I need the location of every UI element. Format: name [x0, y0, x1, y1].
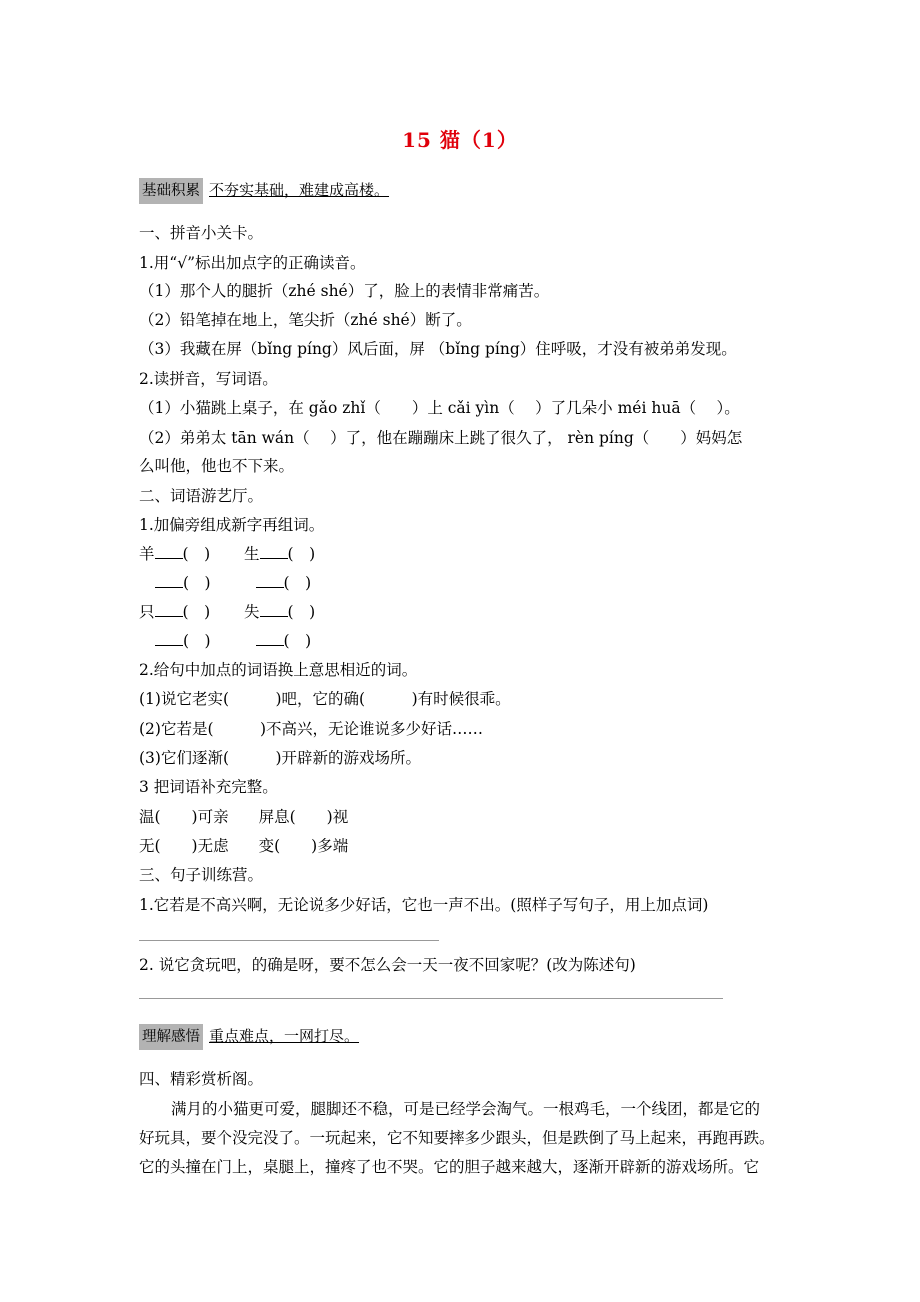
question-item: (1)说它老实( )吧，它的确( )有时候很乖。	[139, 690, 511, 708]
base-char: 失	[244, 603, 260, 621]
idiom-row	[139, 806, 348, 828]
idiom-item: 屏息( )视	[258, 808, 349, 826]
question-item: (2)它若是( )不高兴，无论谁说多少好话……	[139, 720, 484, 738]
page-title: 15 猫（1）	[402, 128, 518, 152]
section-badge: 基础积累	[139, 178, 203, 204]
section-header-understanding	[139, 1024, 359, 1050]
base-char: 只	[139, 603, 155, 621]
idiom-item: 无( )无虑	[139, 837, 229, 855]
radical-row	[139, 543, 315, 565]
part3-heading: 三、句子训练营。	[139, 866, 264, 884]
question-3-1: 1.它若是不高兴啊，无论说多少好话，它也一声不出。(照样子写句子，用上加点词)	[139, 896, 709, 914]
question-2-2: 2.给句中加点的词语换上意思相近的词。	[139, 661, 418, 679]
answer-paren[interactable]: ( )	[183, 574, 211, 592]
radical-row	[139, 601, 315, 623]
answer-blank[interactable]	[155, 631, 183, 646]
answer-line[interactable]	[139, 998, 723, 999]
answer-paren[interactable]: ( )	[287, 545, 316, 563]
question-item: (3)它们逐渐( )开辟新的游戏场所。	[139, 749, 422, 767]
question-item: （2）弟弟太 tān wán（ ）了，他在蹦蹦床上跳了很久了， rèn píng（ ）妈妈怎	[139, 429, 743, 447]
section-motto: 不夯实基础，难建成高楼。	[209, 181, 390, 199]
section-header-basics	[139, 178, 389, 204]
answer-paren[interactable]: ( )	[182, 603, 211, 621]
base-char: 羊	[139, 545, 155, 563]
question-item: （3）我藏在屏（bǐng píng）风后面，屏 （bǐng píng）住呼吸，才没有被弟弟发现。	[139, 340, 737, 358]
answer-blank[interactable]	[155, 573, 183, 588]
answer-blank[interactable]	[260, 602, 288, 617]
part2-heading: 二、词语游艺厅。	[139, 487, 264, 505]
passage-line: 好玩具，要个没完没了。一玩起来，它不知要摔多少跟头，但是跌倒了马上起来，再跑再跌。	[139, 1129, 775, 1147]
answer-paren[interactable]: ( )	[283, 574, 312, 592]
question-item: （1）小猫跳上桌子，在 gǎo zhǐ（ ）上 cǎi yìn（ ）了几朵小 méi huā（ ）。	[139, 399, 740, 417]
section-badge: 理解感悟	[139, 1024, 203, 1050]
answer-paren[interactable]: ( )	[283, 632, 312, 650]
passage-line: 它的头撞在门上，桌腿上，撞疼了也不哭。它的胆子越来越大，逐渐开辟新的游戏场所。它	[139, 1158, 760, 1176]
section-motto: 重点难点，一网打尽。	[209, 1027, 360, 1045]
question-3-2: 2. 说它贪玩吧，的确是呀，要不怎么会一天一夜不回家呢？(改为陈述句)	[139, 956, 636, 974]
part4-heading: 四、精彩赏析阁。	[139, 1070, 264, 1088]
answer-blank[interactable]	[260, 544, 288, 559]
question-item-continued: 么叫他，他也不下来。	[139, 457, 295, 475]
answer-paren[interactable]: ( )	[182, 545, 211, 563]
answer-blank[interactable]	[256, 573, 284, 588]
question-2-3: 3 把词语补充完整。	[139, 778, 278, 796]
question-item: （2）铅笔掉在地上，笔尖折（zhé shé）断了。	[139, 311, 472, 329]
part1-heading: 一、拼音小关卡。	[139, 224, 264, 242]
answer-line[interactable]	[139, 940, 439, 941]
radical-row	[139, 572, 311, 594]
answer-blank[interactable]	[155, 602, 183, 617]
question-1-2: 2.读拼音，写词语。	[139, 370, 278, 388]
idiom-row	[139, 835, 348, 857]
question-1-1: 1.用“√”标出加点字的正确读音。	[139, 254, 366, 272]
idiom-item: 温( )可亲	[139, 808, 229, 826]
base-char: 生	[244, 545, 260, 563]
question-item: （1）那个人的腿折（zhé shé）了，脸上的表情非常痛苦。	[139, 282, 550, 300]
answer-paren[interactable]: ( )	[287, 603, 316, 621]
question-2-1: 1.加偏旁组成新字再组词。	[139, 516, 325, 534]
answer-blank[interactable]	[256, 631, 284, 646]
answer-paren[interactable]: ( )	[183, 632, 211, 650]
radical-row	[139, 630, 311, 652]
passage-line: 满月的小猫更可爱，腿脚还不稳，可是已经学会淘气。一根鸡毛，一个线团，都是它的	[171, 1100, 761, 1118]
idiom-item: 变( )多端	[258, 837, 349, 855]
answer-blank[interactable]	[155, 544, 183, 559]
